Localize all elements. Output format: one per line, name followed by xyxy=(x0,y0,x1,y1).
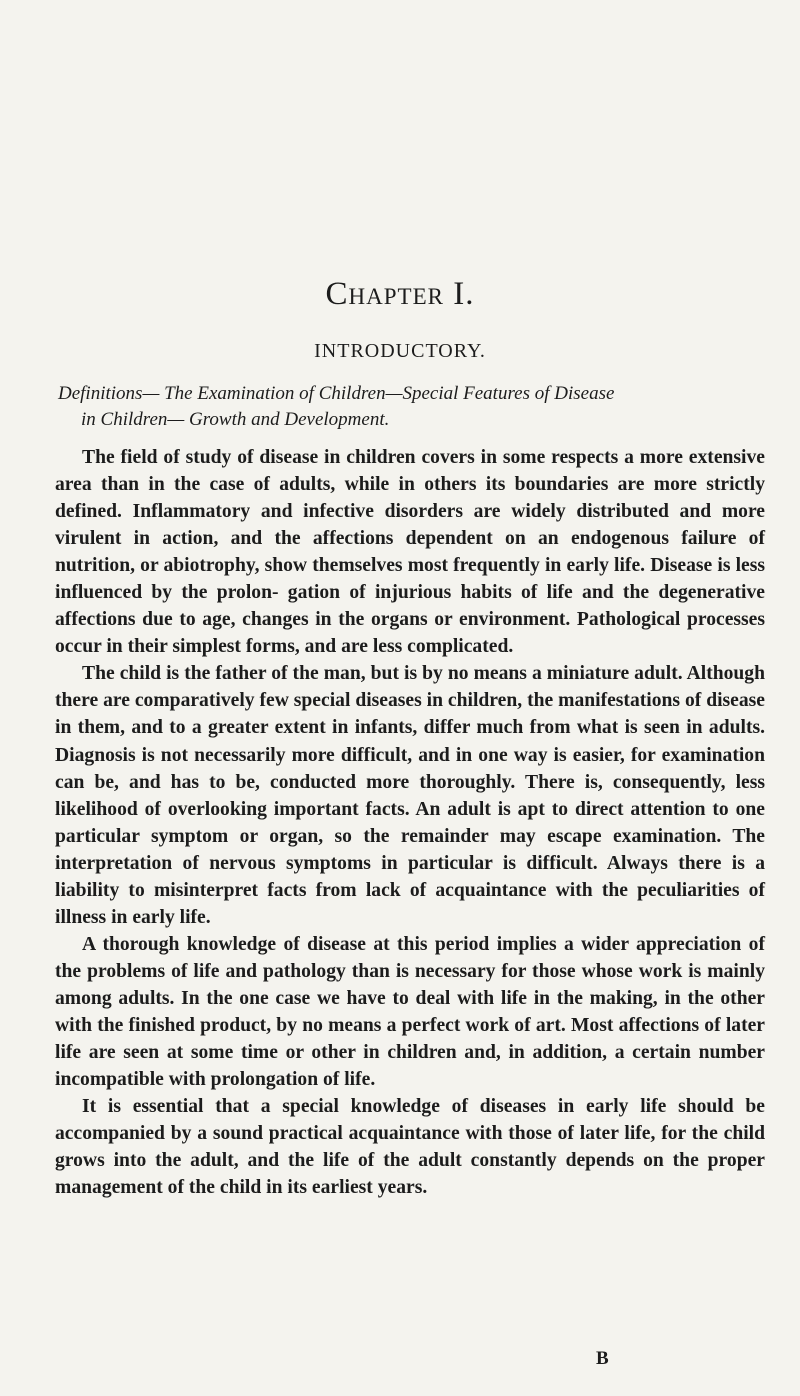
paragraph-1: The field of study of disease in children covers in some respects a more extensive area than in the case of adults, while in others its boundaries are more strictly defined. Inflammatory and infective disorders are widely distributed and more virulent in action, and the affections dependent on an endogenous failure of nutrition, or abiotrophy, show themselves most frequently in early life. Disease is less influenced by the prolon- gation of injurious habits of life and the degenerative affections due to age, changes in the organs or environment. Pathological processes occur in their simplest forms, and are less complicated. xyxy=(55,447,765,658)
chapter-title: Chapter I. xyxy=(325,276,475,312)
body-text xyxy=(55,444,765,1201)
paragraph-4: It is essential that a special knowledge of diseases in early life should be accompanied by a sound practical acquaintance with those of later life, for the child grows into the adult, and the life of the adult constantly depends on the proper management of the child in its earliest years. xyxy=(55,1096,765,1199)
section-title: INTRODUCTORY. xyxy=(314,340,486,362)
paragraph-2: The child is the father of the man, but is by no means a miniature adult. Although there are comparatively few special diseases in children, the manifestations of disease in them, and to a greater extent in infants, differ much from what is seen in adults. Diagnosis is not necessarily more difficult, and in one way is easier, for examination can be, and has to be, conducted more thoroughly. There is, consequently, less likelihood of overlooking important facts. An adult is apt to direct attention to one particular symptom or organ, so the remainder may escape examination. The interpretation of nervous symptoms in particular is difficult. Always there is a liability to misinterpret facts from lack of acquaintance with the peculiarities of illness in early life. xyxy=(55,663,765,928)
summary-line-2: in Children— Growth and Development. xyxy=(81,409,390,430)
summary-line-1: Definitions— The Examination of Children—Special Features of Disease xyxy=(58,383,615,404)
signature-mark: B xyxy=(596,1348,609,1369)
chapter-summary xyxy=(58,381,758,433)
paragraph-3: A thorough knowledge of disease at this period implies a wider appreciation of the problems of life and pathology than is necessary for those whose work is mainly among adults. In the one case we have to deal with life in the making, in the other with the finished product, by no means a perfect work of art. Most affections of later life are seen at some time or other in children and, in addition, a certain number incompatible with prolongation of life. xyxy=(55,933,765,1091)
